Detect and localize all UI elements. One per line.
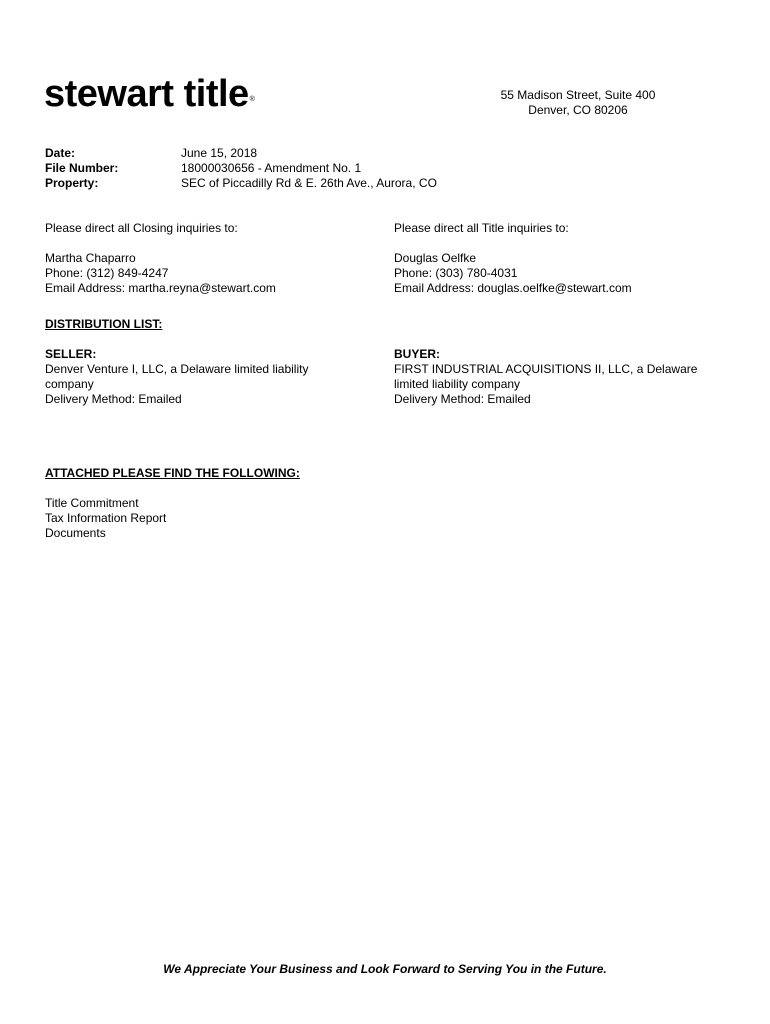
header-labels	[45, 146, 118, 191]
buyer-delivery: Delivery Method: Emailed	[394, 392, 531, 406]
property-value: SEC of Piccadilly Rd & E. 26th Ave., Aurora, CO	[181, 176, 437, 190]
seller-delivery: Delivery Method: Emailed	[45, 392, 182, 406]
title-phone: Phone: (303) 780-4031	[394, 266, 518, 280]
attached-list	[45, 496, 166, 541]
date-label: Date:	[45, 146, 76, 160]
closing-heading: Please direct all Closing inquiries to:	[45, 221, 238, 235]
buyer-block	[394, 347, 697, 407]
title-contact	[394, 221, 632, 296]
footer-slogan: We Appreciate Your Business and Look Forward to Serving You in the Future.	[163, 962, 607, 976]
closing-name: Martha Chaparro	[45, 251, 136, 265]
file-number-label: File Number:	[45, 161, 119, 175]
closing-email: Email Address: martha.reyna@stewart.com	[45, 281, 276, 295]
buyer-line-2: limited liability company	[394, 377, 521, 391]
logo-text: stewart title	[44, 73, 249, 115]
attached-heading: ATTACHED PLEASE FIND THE FOLLOWING:	[45, 466, 300, 480]
property-label: Property:	[45, 176, 99, 190]
closing-phone: Phone: (312) 849-4247	[45, 266, 169, 280]
title-name: Douglas Oelfke	[394, 251, 477, 265]
buyer-line-1: FIRST INDUSTRIAL ACQUISITIONS II, LLC, a Delaware	[394, 362, 698, 376]
attached-item: Tax Information Report	[45, 511, 167, 525]
seller-line-2: company	[45, 377, 94, 391]
closing-contact	[45, 221, 276, 296]
seller-block	[45, 347, 308, 407]
address-line-1: 55 Madison Street, Suite 400	[500, 88, 656, 102]
seller-line-1: Denver Venture I, LLC, a Delaware limited liability	[45, 362, 309, 376]
registered-mark: ®	[249, 96, 255, 103]
company-address	[480, 88, 676, 118]
attached-item: Title Commitment	[45, 496, 139, 510]
company-logo	[44, 72, 254, 116]
address-line-2: Denver, CO 80206	[528, 103, 628, 117]
header-values	[181, 146, 437, 191]
file-number-value: 18000030656 - Amendment No. 1	[181, 161, 362, 175]
distribution-heading: DISTRIBUTION LIST:	[45, 317, 163, 331]
attached-item: Documents	[45, 526, 106, 540]
title-email: Email Address: douglas.oelfke@stewart.com	[394, 281, 632, 295]
buyer-label: BUYER:	[394, 347, 441, 361]
date-value: June 15, 2018	[181, 146, 258, 160]
title-heading: Please direct all Title inquiries to:	[394, 221, 569, 235]
seller-label: SELLER:	[45, 347, 97, 361]
